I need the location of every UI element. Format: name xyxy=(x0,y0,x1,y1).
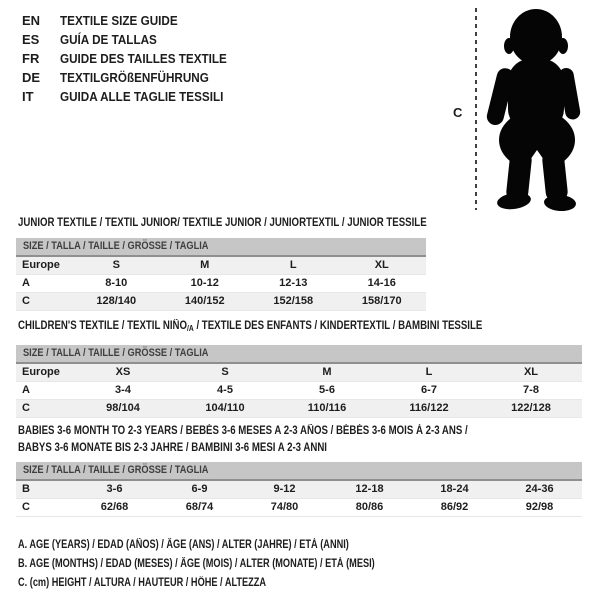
cell: 14-16 xyxy=(367,277,396,289)
cell: 104/110 xyxy=(205,402,245,414)
cell: M xyxy=(200,259,210,271)
cell: XL xyxy=(374,259,389,271)
cell: 110/116 xyxy=(307,402,347,414)
cell: L xyxy=(425,366,433,378)
language-row-it xyxy=(22,87,245,106)
cell: XL xyxy=(523,366,539,378)
footnotes xyxy=(18,536,464,593)
row-label: A xyxy=(22,384,30,396)
cell: 24-36 xyxy=(525,483,554,495)
title-subscript: /A xyxy=(187,324,194,333)
table-row xyxy=(16,275,426,293)
table-row xyxy=(16,257,426,275)
cell: 9-12 xyxy=(273,483,296,495)
footnote-a: A. AGE (YEARS) / EDAD (AÑOS) / ÂGE (ANS) / ALTER (JAHRE) / ETÀ (ANNI) xyxy=(18,539,349,551)
table-row xyxy=(16,382,582,400)
babies-size-table xyxy=(16,462,582,517)
cell: L xyxy=(289,259,297,271)
language-label: GUIDE DES TAILLES TEXTILE xyxy=(60,51,227,66)
row-label: A xyxy=(22,277,30,289)
table-header-row: SIZE / TALLA / TAILLE / GRÖSSE / TAGLIA xyxy=(16,345,582,364)
footnote-c: C. (cm) HEIGHT / ALTURA / HAUTEUR / HÖHE / ALTEZZA xyxy=(18,577,267,589)
cell: 8-10 xyxy=(105,277,128,289)
language-code: DE xyxy=(22,70,41,85)
cell: 74/80 xyxy=(270,501,299,513)
table-header-row: SIZE / TALLA / TAILLE / GRÖSSE / TAGLIA xyxy=(16,238,426,257)
table-row xyxy=(16,499,582,517)
cell: 6-7 xyxy=(421,384,437,396)
cell: XS xyxy=(115,366,131,378)
language-code: EN xyxy=(22,13,41,28)
cell: S xyxy=(112,259,120,271)
cell: 5-6 xyxy=(319,384,335,396)
row-label: C xyxy=(22,402,30,414)
cell: 80/86 xyxy=(355,501,384,513)
language-row-es xyxy=(22,30,245,49)
language-label: GUÍA DE TALLAS xyxy=(60,32,157,47)
language-label: TEXTILGRÖßENFÜHRUNG xyxy=(60,70,209,85)
height-measure-dotted-line xyxy=(475,8,477,210)
height-measure-label: C xyxy=(453,105,463,120)
cell: S xyxy=(221,366,229,378)
row-label: Europe xyxy=(22,366,60,378)
cell: 152/158 xyxy=(273,295,314,307)
children-size-table xyxy=(16,345,582,418)
junior-size-table xyxy=(16,238,426,311)
language-row-en xyxy=(22,11,245,30)
table-row xyxy=(16,481,582,499)
cell: 6-9 xyxy=(191,483,208,495)
cell: 92/98 xyxy=(525,501,554,513)
language-code: FR xyxy=(22,51,40,66)
cell: 128/140 xyxy=(96,295,137,307)
cell: 12-18 xyxy=(355,483,384,495)
row-label: C xyxy=(22,295,30,307)
language-row-de xyxy=(22,68,245,87)
junior-section-title: JUNIOR TEXTILE / TEXTIL JUNIOR/ TEXTILE JUNIOR / JUNIORTEXTIL / JUNIOR TESSILE xyxy=(18,217,427,229)
cell: 122/128 xyxy=(511,402,551,414)
cell: 68/74 xyxy=(185,501,214,513)
language-label: TEXTILE SIZE GUIDE xyxy=(60,13,178,28)
cell: 140/152 xyxy=(184,295,225,307)
cell: 3-6 xyxy=(106,483,123,495)
table-row xyxy=(16,293,426,311)
language-code: ES xyxy=(22,32,40,47)
cell: 12-13 xyxy=(279,277,308,289)
row-label: B xyxy=(22,483,30,495)
cell: 86/92 xyxy=(440,501,469,513)
cell: 18-24 xyxy=(440,483,469,495)
table-row xyxy=(16,400,582,418)
language-list xyxy=(22,11,245,106)
cell: 4-5 xyxy=(217,384,233,396)
language-code: IT xyxy=(22,89,34,104)
cell: 3-4 xyxy=(115,384,131,396)
table-row xyxy=(16,364,582,382)
table-header-row: SIZE / TALLA / TAILLE / GRÖSSE / TAGLIA xyxy=(16,462,582,481)
footnote-b: B. AGE (MONTHS) / EDAD (MESES) / ÂGE (MOIS) / ALTER (MONATE) / ETÀ (MESI) xyxy=(18,558,375,570)
cell: 158/170 xyxy=(361,295,402,307)
row-label: C xyxy=(22,501,30,513)
cell: 116/122 xyxy=(409,402,449,414)
row-label: Europe xyxy=(22,259,60,271)
cell: 98/104 xyxy=(106,402,140,414)
language-row-fr xyxy=(22,49,245,68)
cell: 62/68 xyxy=(100,501,129,513)
children-section-title: CHILDREN'S TEXTILE / TEXTIL $NIÑO_{/A}$ / TEXTILE DES ENFANTS / KINDERTEXTIL / BAMBINI TESSILE xyxy=(18,320,483,333)
babies-section-title: BABIES 3-6 MONTH TO 2-3 YEARS / BEBÉS 3-6 MESES A 2-3 AÑOS / BÉBÉS 3-6 MOIS À 2-3 ANS / BABYS 3-6 MONATE BIS 2-3 JAHRE / BAMBINI 3-6 MESI A 2-3 ANNI xyxy=(18,425,468,454)
cell: 10-12 xyxy=(190,277,219,289)
cell: 7-8 xyxy=(523,384,539,396)
cell: M xyxy=(322,366,332,378)
language-label: GUIDA ALLE TAGLIE TESSILI xyxy=(60,89,224,104)
toddler-silhouette-icon xyxy=(478,4,596,212)
